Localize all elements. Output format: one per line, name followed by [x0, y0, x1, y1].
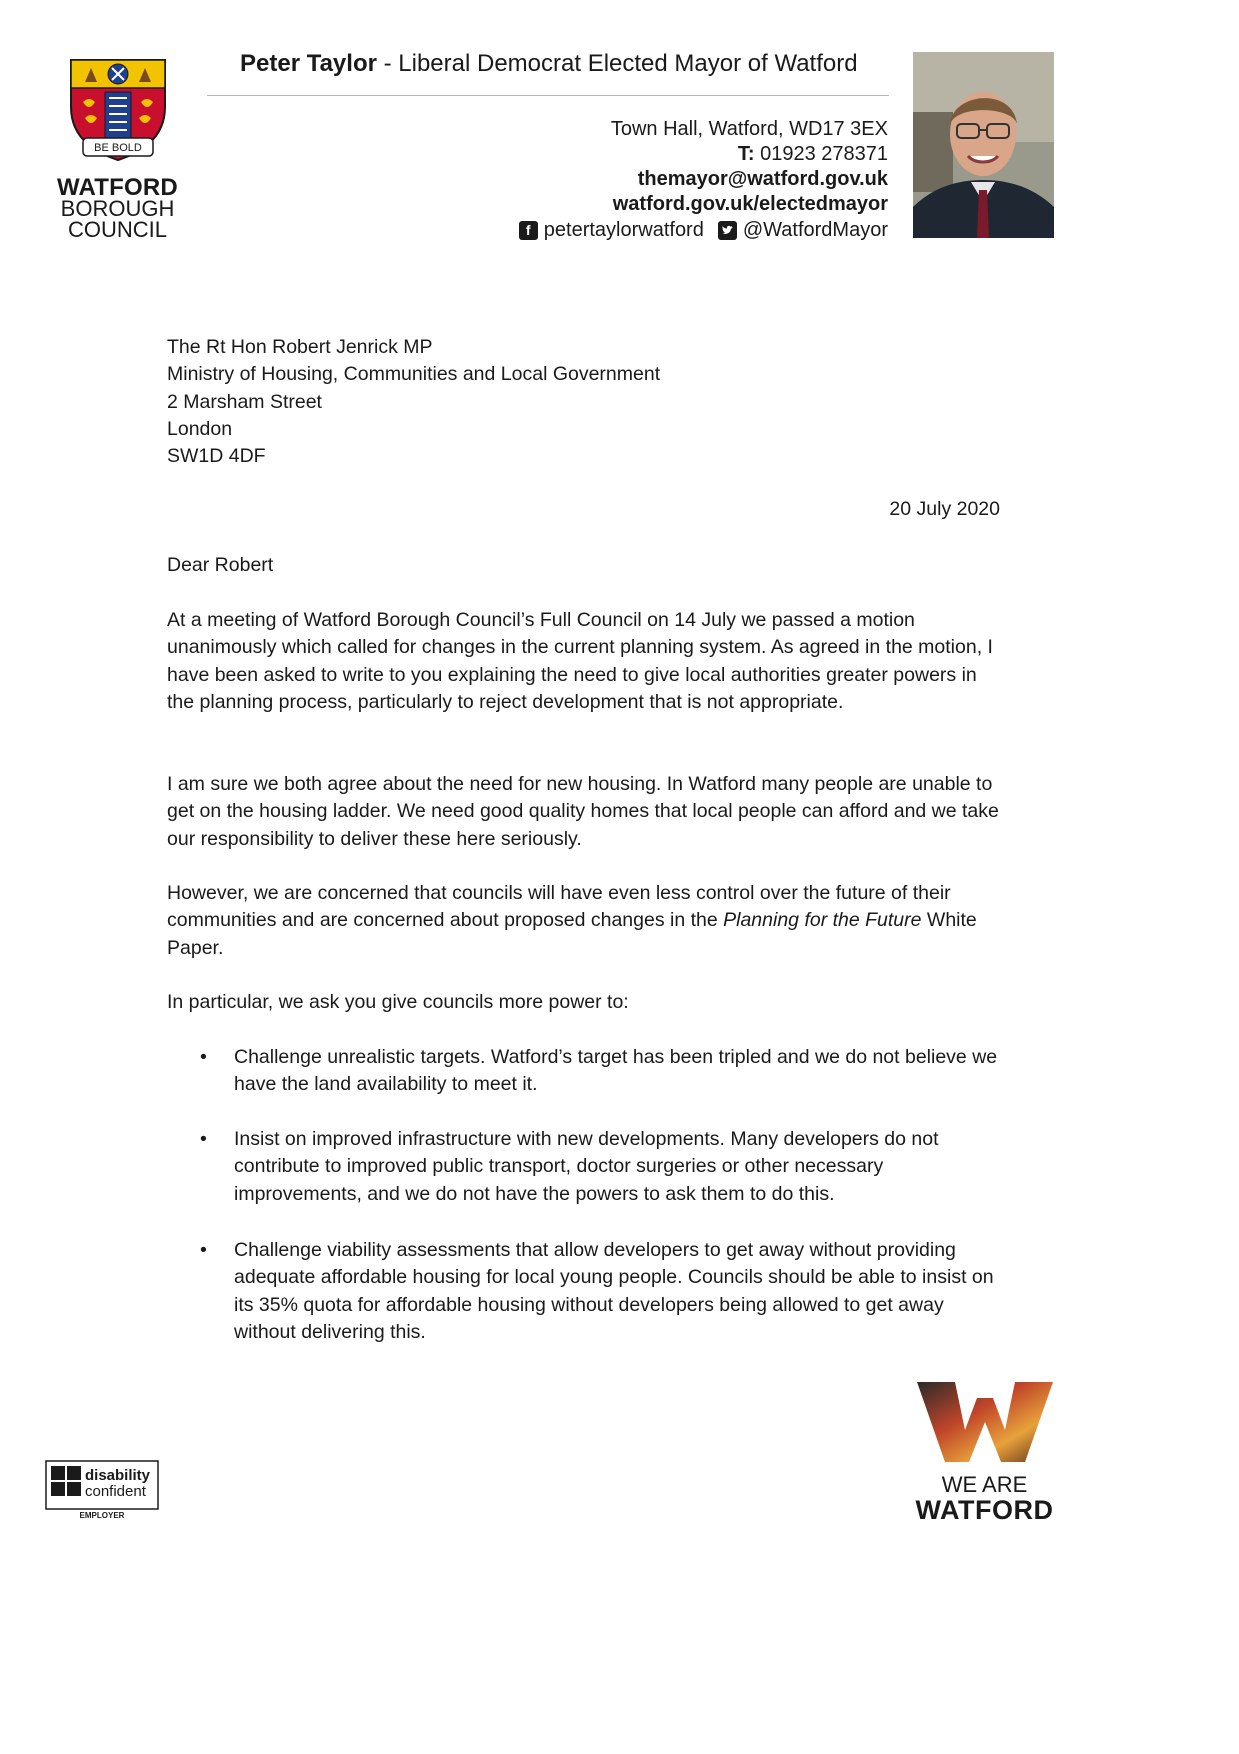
council-name	[50, 174, 185, 242]
body-paragraph-3	[167, 880, 1007, 962]
recipient-line: SW1D 4DF	[167, 445, 266, 468]
disability-word: disability	[85, 1467, 151, 1484]
council-name-line1: WATFORD	[57, 174, 178, 201]
crest-motto: BE BOLD	[93, 142, 142, 154]
bullet-text: Insist on improved infrastructure with new developments. Many developers do not contribute to improved public transport, doctor surgeries or other necessary improvements, and we do not have the powers to ask them to do this.	[234, 1128, 939, 1205]
mayor-role: - Liberal Democrat Elected Mayor of Watford	[376, 50, 858, 77]
social-links	[519, 218, 888, 243]
crest-shield-icon	[63, 52, 173, 167]
body-paragraph-4	[167, 989, 1007, 1016]
mayor-name: Peter Taylor	[240, 50, 377, 77]
contact-email[interactable]: themayor@watford.gov.uk	[637, 168, 888, 190]
phone-label: T:	[737, 143, 755, 165]
bullet-icon: •	[200, 1128, 207, 1150]
council-name-line2: BOROUGH	[60, 196, 175, 221]
twitter-icon	[718, 221, 737, 240]
recipient-line: Ministry of Housing, Communities and Local Government	[167, 363, 661, 386]
paragraph-text: At a meeting of Watford Borough Council’s Full Council on 14 July we passed a motion unanimously which called for changes in the current planning system. As agreed in the motion, I have been asked to write to you explaining the need to give local authorities greater powers in the planning process, particularly to reject development that is not appropriate.	[167, 609, 993, 713]
we-are-watford-logo	[912, 1380, 1057, 1524]
recipient-line: 2 Marsham Street	[167, 390, 322, 413]
employer-word: EMPLOYER	[79, 1511, 125, 1520]
recipient-line: London	[167, 417, 233, 440]
council-crest	[50, 52, 185, 240]
white-paper-title: Planning for the Future	[723, 909, 922, 932]
body-paragraph-1	[167, 607, 1007, 716]
paragraph-text: In particular, we ask you give councils more power to:	[167, 991, 629, 1013]
contact-phone	[519, 142, 888, 167]
watford-text: WATFORD	[915, 1495, 1054, 1525]
paragraph-text: I am sure we both agree about the need for new housing. In Watford many people are unable to get on the housing ladder. We need good quality homes that local people can afford and we take our responsibility to deliver these here seriously.	[167, 773, 999, 850]
recipient-address	[167, 334, 1007, 470]
masthead-title	[240, 50, 858, 78]
bullet-icon: •	[200, 1239, 207, 1261]
masthead-divider	[207, 95, 889, 96]
salutation: Dear Robert	[167, 554, 274, 576]
bullet-icon: •	[200, 1046, 207, 1068]
contact-block	[519, 117, 888, 243]
disability-confident-logo	[45, 1460, 165, 1525]
paragraph-text	[167, 880, 1007, 962]
bullet-list-item	[200, 1044, 1010, 1099]
letter-date: 20 July 2020	[889, 498, 1000, 520]
mayor-portrait	[913, 52, 1054, 238]
w-mosaic-icon	[915, 1380, 1055, 1465]
facebook-icon: f	[519, 221, 538, 240]
bullet-text: Challenge unrealistic targets. Watford’s target has been tripled and we do not believe we have the land availability to meet it.	[234, 1046, 998, 1096]
phone-number: 01923 278371	[754, 143, 888, 165]
bullet-text: Challenge viability assessments that allow developers to get away without providing adequate affordable housing for local young people. Councils should be able to insist on its 35% quota for affordable housing without developers being allowed to get away without delivering this.	[234, 1239, 994, 1343]
contact-website[interactable]: watford.gov.uk/electedmayor	[612, 193, 888, 215]
bullet-list-item	[200, 1126, 1010, 1208]
bullet-list-item	[200, 1237, 1010, 1346]
paragraph-text-end: White Paper.	[167, 909, 977, 959]
twitter-handle[interactable]: @WatfordMayor	[742, 219, 888, 241]
paragraph-text-start: However, we are concerned that councils will have even less control over the future of their communities and are concerned about proposed changes in the	[167, 882, 951, 932]
confident-word: confident	[85, 1483, 146, 1500]
contact-address: Town Hall, Watford, WD17 3EX	[610, 118, 888, 140]
we-are-text: WE ARE	[941, 1472, 1028, 1497]
recipient-line: The Rt Hon Robert Jenrick MP	[167, 336, 433, 358]
body-paragraph-2	[167, 771, 1007, 853]
facebook-handle[interactable]: petertaylorwatford	[543, 219, 704, 241]
council-name-line3: COUNCIL	[67, 217, 167, 242]
